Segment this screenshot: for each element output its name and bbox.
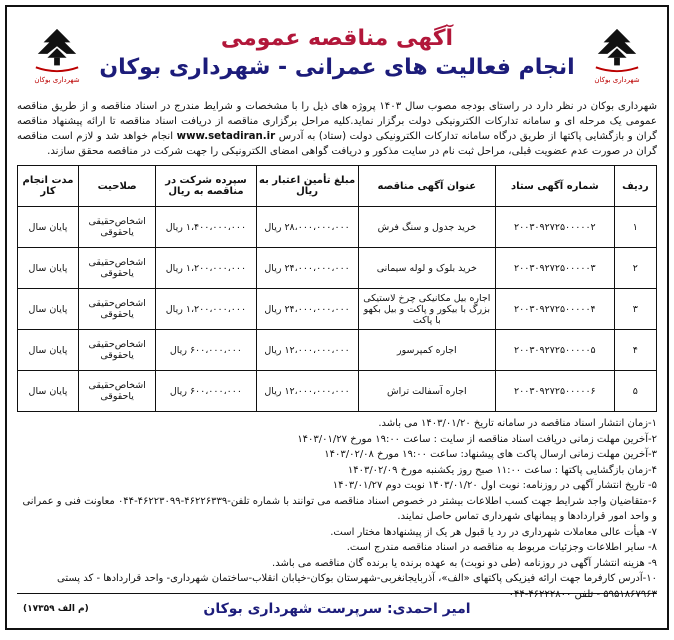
- setad-link[interactable]: www.setadiran.ir: [176, 131, 276, 142]
- setad-code: ۲۰۰۳۰۹۲۷۲۵۰۰۰۰۰۶: [495, 371, 614, 412]
- row-number: ۴: [614, 330, 656, 371]
- tender-title: خرید بلوک و لوله سیمانی: [358, 248, 495, 289]
- col-header: مدت انجام کار: [18, 166, 79, 207]
- col-header: مبلغ تأمین اعتبار به ریال: [256, 166, 358, 207]
- notice-subtitle: انجام فعالیت های عمرانی - شهرداری بوکان: [99, 55, 575, 80]
- deposit-amount: ۶۰۰،۰۰۰،۰۰۰ ریال: [156, 330, 256, 371]
- condition-item: ۱-زمان انتشار اسناد مناقصه در سامانه تاریخ ۱۴۰۳/۰۱/۲۰ می باشد.: [378, 418, 657, 429]
- tender-table: [17, 165, 657, 412]
- table-row: [18, 330, 657, 371]
- duration: پایان سال: [18, 371, 79, 412]
- qualification: اشخاص‌حقیقی یاحقوقی: [78, 371, 155, 412]
- signature-line: امیر احمدی: سرپرست شهرداری بوکان: [203, 601, 471, 617]
- setad-code: ۲۰۰۳۰۹۲۷۲۵۰۰۰۰۰۴: [495, 289, 614, 330]
- logo-caption: شهرداری بوکان: [34, 76, 80, 84]
- duration: پایان سال: [18, 289, 79, 330]
- setad-code: ۲۰۰۳۰۹۲۷۲۵۰۰۰۰۰۲: [495, 207, 614, 248]
- col-header: ردیف: [614, 166, 656, 207]
- deposit-amount: ۱،۴۰۰،۰۰۰،۰۰۰ ریال: [156, 207, 256, 248]
- notice-header: [17, 13, 657, 97]
- condition-item: ۲-آخرین مهلت زمانی دریافت اسناد مناقصه از سایت : ساعت ۱۹:۰۰ مورخ ۱۴۰۳/۰۱/۲۷: [297, 433, 657, 445]
- duration: پایان سال: [18, 248, 79, 289]
- row-number: ۳: [614, 289, 656, 330]
- tender-title: اجاره بیل مکانیکی چرخ لاستیکی بزرگ با بیکور و پاکت و بیل بکهو با پاکت: [358, 289, 495, 330]
- row-number: ۱: [614, 207, 656, 248]
- deposit-amount: ۶۰۰،۰۰۰،۰۰۰ ریال: [156, 371, 256, 412]
- table-row: [18, 371, 657, 412]
- qualification: اشخاص‌حقیقی یاحقوقی: [78, 330, 155, 371]
- notice-title: آگهی مناقصه عمومی: [220, 26, 454, 51]
- setad-code: ۲۰۰۳۰۹۲۷۲۵۰۰۰۰۰۳: [495, 248, 614, 289]
- table-row: [18, 248, 657, 289]
- table-row: [18, 207, 657, 248]
- logo-caption: شهرداری بوکان: [594, 76, 640, 84]
- table-row: [18, 289, 657, 330]
- intro-text: انجام خواهد شد و لازم است مناقصه گران در صورت عدم عضویت قبلی، مراحل ثبت نام در سایت مذکور و دریافت گواهی امضای الکترونیکی را جهت شرکت در مناقصه محقق سازند.: [17, 131, 657, 157]
- tree-emblem-icon: [588, 27, 646, 75]
- duration: پایان سال: [18, 207, 79, 248]
- condition-item: ۱۰-آدرس کارفرما جهت ارائه فیزیکی پاکتهای «الف»، آذربایجانغربی-شهرستان بوکان-خیابان انقلاب-ساختمان شهرداری- واحد قراردادها - کد پستی ۵۹۵۱۸۶۷۹۶۳ - تلفن ۴۶۲۲۲۸۰۰-۰۴۴: [57, 573, 657, 600]
- condition-item: ۹- هزینه انتشار آگهی در روزنامه (طی دو نوبت) به عهده برنده یا برنده گان مناقصه می باشد.: [272, 557, 657, 569]
- tender-notice: [5, 5, 669, 630]
- col-header: عنوان آگهی مناقصه: [358, 166, 495, 207]
- municipality-logo: [21, 27, 93, 89]
- budget-amount: ۲۴،۰۰۰،۰۰۰،۰۰۰ ریال: [256, 248, 358, 289]
- budget-amount: ۱۲،۰۰۰،۰۰۰،۰۰۰ ریال: [256, 371, 358, 412]
- municipality-logo: [581, 27, 653, 89]
- budget-amount: ۲۸،۰۰۰،۰۰۰،۰۰۰ ریال: [256, 207, 358, 248]
- condition-item: ۶-متقاضیان واجد شرایط جهت کسب اطلاعات بیشتر در خصوص اسناد مناقصه می توانند با شماره تلفن-۴۶۲۲۶۳۳۹-۴۶۲۲۳۰۹۹-۰۴۴ معاونت فنی و عمرانی و واحد امور قراردادها و پیمانهای شهرداری تماس حاصل نمایند.: [22, 495, 657, 522]
- col-header: سپرده شرکت در مناقصه به ریال: [156, 166, 256, 207]
- col-header: صلاحیت: [78, 166, 155, 207]
- tender-title: خرید جدول و سنگ فرش: [358, 207, 495, 248]
- intro-text: شهرداری بوکان در نظر دارد در راستای بودجه مصوب سال ۱۴۰۳ پروژه های ذیل را با مشخصات و شرایط مندرج در اسناد مناقصه و از طریق مناقصه عمومی یک مرحله ای و سامانه تدارکات الکترونیکی دولت برگزار نماید.کلیه مراحل برگزاری مناقصه از دریافت اسناد مناقصه تا ارائه پیشنهاد مناقصه گران و بازگشایی پاکتها از طریق درگاه سامانه تدارکات الکترونیکی دولت (ستاد) به آدرس: [17, 101, 657, 142]
- condition-item: ۸- سایر اطلاعات وجزئیات مربوط به مناقصه در اسناد مناقصه مندرج است.: [346, 542, 657, 553]
- deposit-amount: ۱،۲۰۰،۰۰۰،۰۰۰ ریال: [156, 248, 256, 289]
- col-header: شماره آگهی ستاد: [495, 166, 614, 207]
- condition-item: ۳-آخرین مهلت زمانی ارسال پاکت های پیشنهاد: ساعت ۱۹:۰۰ مورخ ۱۴۰۳/۰۲/۰۸: [324, 449, 657, 460]
- condition-item: ۴-زمان بازگشایی پاکتها : ساعت ۱۱:۰۰ صبح روز یکشنبه مورخ ۱۴۰۳/۰۲/۰۹: [347, 464, 657, 476]
- budget-amount: ۱۲،۰۰۰،۰۰۰،۰۰۰ ریال: [256, 330, 358, 371]
- row-number: ۵: [614, 371, 656, 412]
- row-number: ۲: [614, 248, 656, 289]
- condition-item: ۷- هیأت عالی معاملات شهرداری در رد یا قبول هر یک از پیشنهادها مختار است.: [330, 526, 657, 538]
- reference-number: (م الف ۱۷۳۵۹): [23, 604, 89, 614]
- setad-code: ۲۰۰۳۰۹۲۷۲۵۰۰۰۰۰۵: [495, 330, 614, 371]
- table-header-row: [18, 166, 657, 207]
- duration: پایان سال: [18, 330, 79, 371]
- qualification: اشخاص‌حقیقی یاحقوقی: [78, 289, 155, 330]
- tender-title: اجاره کمپرسور: [358, 330, 495, 371]
- notice-footer: [17, 593, 657, 624]
- condition-item: ۵- تاریخ انتشار آگهی در روزنامه: نوبت اول ۱۴۰۳/۰۱/۲۰ نوبت دوم ۱۴۰۳/۰۱/۲۷: [332, 480, 657, 491]
- tender-title: اجاره آسفالت تراش: [358, 371, 495, 412]
- notice-conditions: [17, 416, 657, 602]
- qualification: اشخاص‌حقیقی یاحقوقی: [78, 248, 155, 289]
- tree-emblem-icon: [28, 27, 86, 75]
- qualification: اشخاص‌حقیقی یاحقوقی: [78, 207, 155, 248]
- intro-paragraph: [17, 99, 657, 159]
- budget-amount: ۲۴،۰۰۰،۰۰۰،۰۰۰ ریال: [256, 289, 358, 330]
- deposit-amount: ۱،۲۰۰،۰۰۰،۰۰۰ ریال: [156, 289, 256, 330]
